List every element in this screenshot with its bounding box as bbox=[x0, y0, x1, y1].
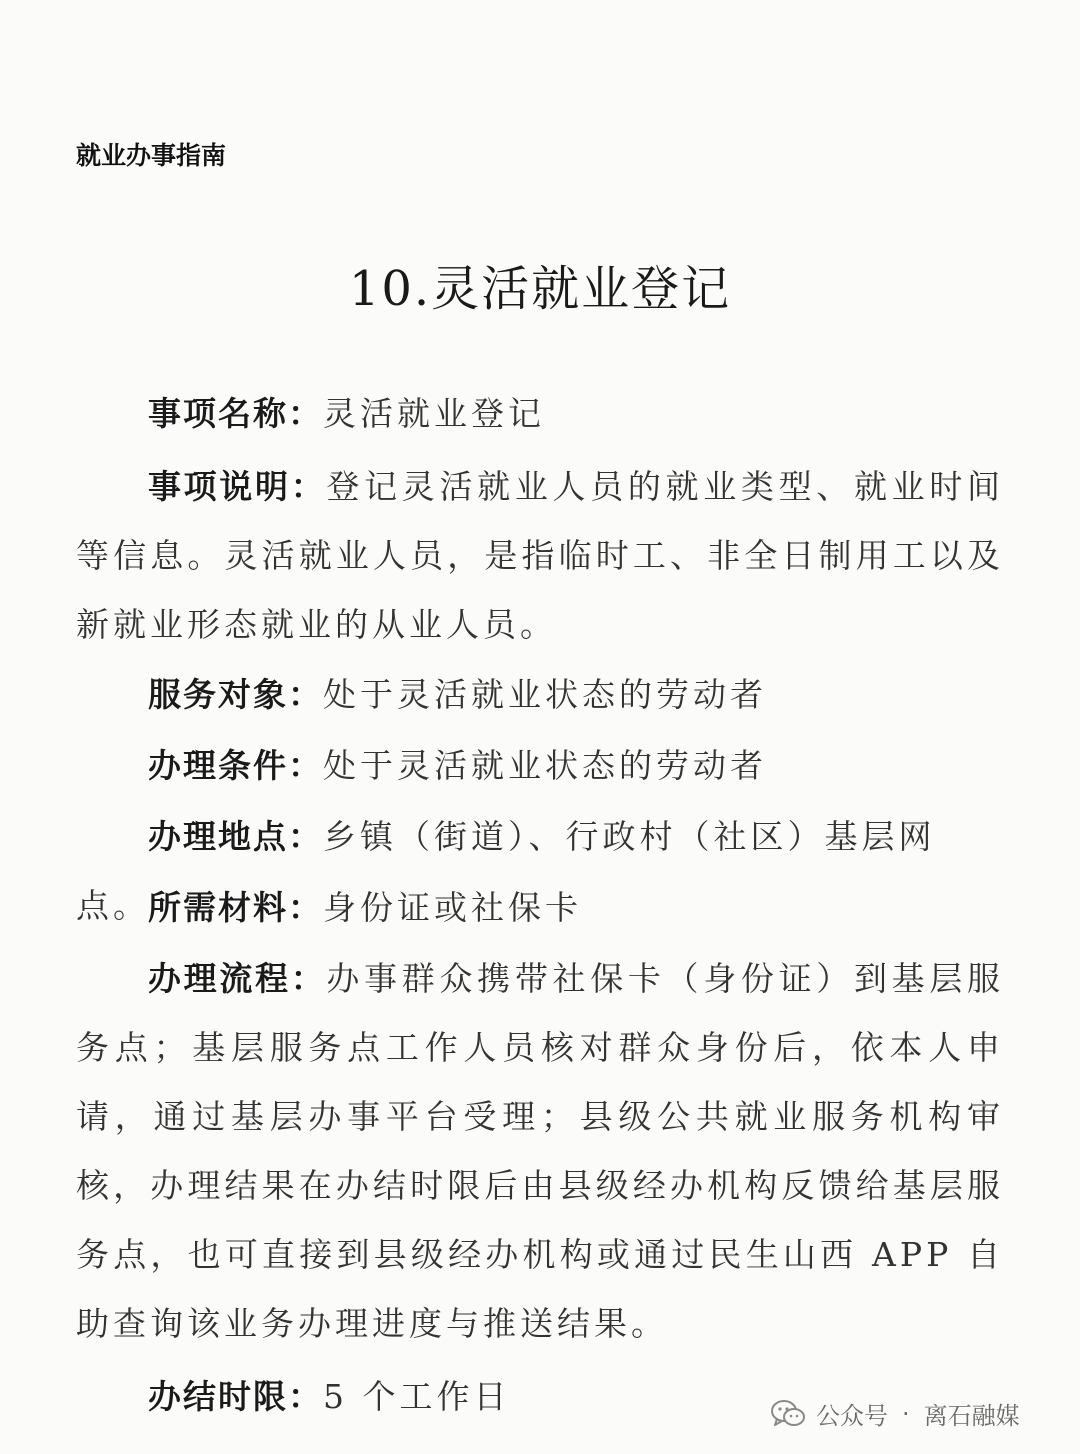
item-value: 乡镇（街道）、行政村（社区）基层网点。 bbox=[76, 817, 936, 925]
item-name bbox=[76, 379, 1004, 448]
item-service-target bbox=[76, 660, 1004, 729]
watermark-account: 离石融媒 bbox=[923, 1402, 1020, 1430]
item-value: 登记灵活就业人员的就业类型、就业时间等信息。灵活就业人员，是指临时工、非全日制用工以及新就业形态就业的从业人员。 bbox=[76, 467, 1005, 644]
item-label: 办理条件： bbox=[148, 746, 323, 785]
item-label: 事项名称： bbox=[148, 394, 323, 433]
item-label: 办理流程： bbox=[148, 959, 327, 998]
item-description bbox=[76, 452, 1004, 659]
watermark-platform: 公众号 bbox=[816, 1402, 888, 1430]
watermark bbox=[770, 1396, 1020, 1431]
item-value: 办事群众携带社保卡（身份证）到基层服务点；基层服务点工作人员核对群众身份后，依本人申请，通过基层办事平台受理；县级公共就业服务机构审核，办理结果在办结时限后由县级经办机构反馈给基层服务点，也可直接到县级经办机构或通过民生山西 APP 自助查询该业务办理进度与推送结果。 bbox=[76, 959, 1005, 1343]
item-value: 处于灵活就业状态的劳动者 bbox=[323, 746, 767, 785]
item-label: 所需材料： bbox=[148, 888, 323, 927]
item-value: 身份证或社保卡 bbox=[323, 888, 582, 927]
item-label: 办结时限： bbox=[148, 1377, 323, 1416]
watermark-separator: · bbox=[902, 1399, 910, 1428]
wechat-icon bbox=[770, 1399, 806, 1429]
document-header: 就业办事指南 bbox=[76, 141, 227, 170]
item-label: 事项说明： bbox=[148, 467, 327, 506]
item-value: 处于灵活就业状态的劳动者 bbox=[323, 675, 767, 714]
item-process bbox=[76, 944, 1004, 1358]
item-materials bbox=[76, 873, 1004, 942]
item-label: 办理地点： bbox=[148, 817, 323, 856]
item-label: 服务对象： bbox=[148, 675, 323, 714]
document-title: 10.灵活就业登记 bbox=[348, 261, 732, 317]
item-value: 灵活就业登记 bbox=[323, 394, 545, 433]
item-conditions bbox=[76, 731, 1004, 800]
item-value: 5 个工作日 bbox=[323, 1377, 511, 1416]
